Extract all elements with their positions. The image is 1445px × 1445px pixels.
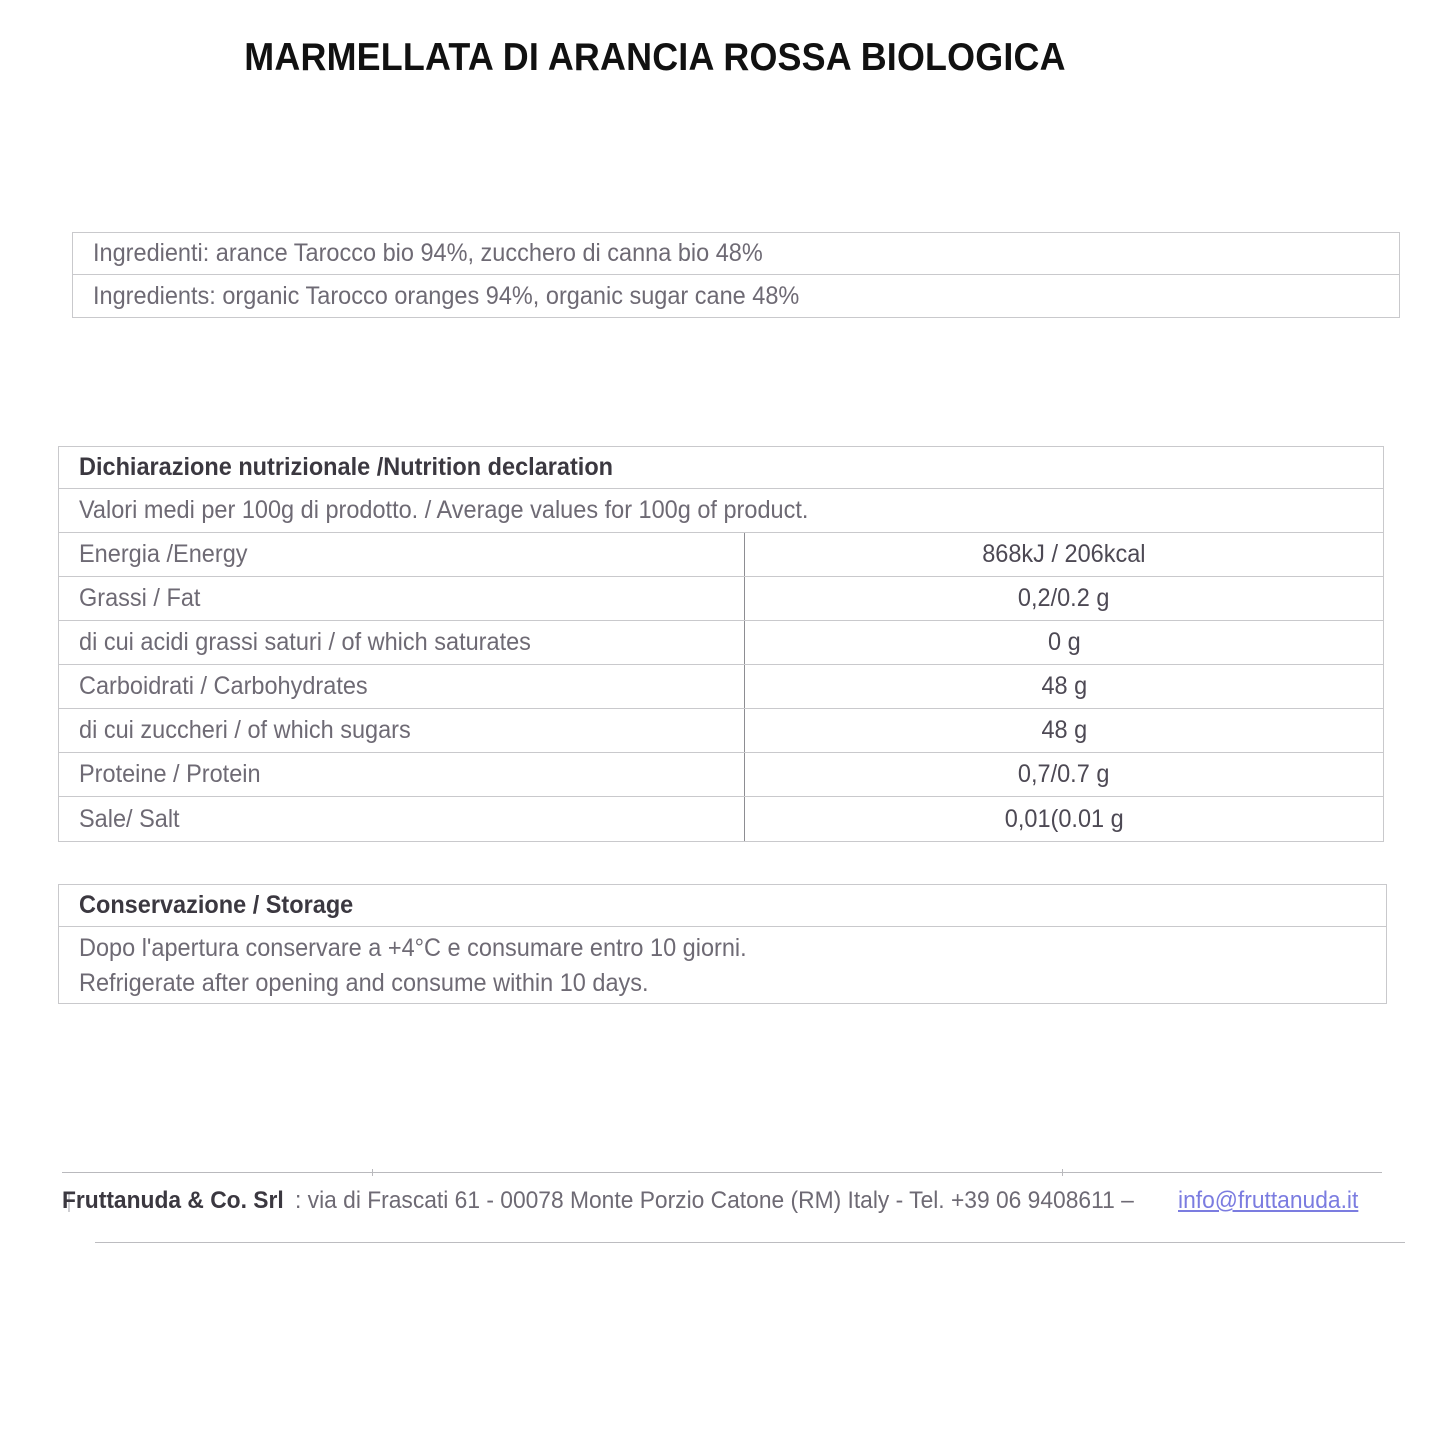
storage-panel [58, 884, 1387, 1004]
footer-rule-bottom [95, 1242, 1405, 1243]
nutrition-heading: Dichiarazione nutrizionale /Nutrition declaration [79, 453, 614, 481]
nutrition-value: 0,01(0.01 g [1004, 804, 1124, 833]
tab-stop-mark [1062, 1169, 1063, 1176]
table-row [59, 709, 1383, 753]
ingredients-text-italian: Ingredienti: arance Tarocco bio 94%, zucchero di canna bio 48% [93, 239, 763, 267]
table-row [59, 533, 1383, 577]
storage-body-row [59, 927, 1386, 1003]
table-row [59, 665, 1383, 709]
nutrition-label: di cui acidi grassi saturi / of which saturates [79, 628, 531, 656]
nutrition-value-cell [745, 665, 1383, 708]
nutrition-label: Energia /Energy [79, 540, 248, 568]
ingredients-panel [72, 232, 1400, 318]
ingredients-row-italian [73, 233, 1399, 275]
ingredients-text-english: Ingredients: organic Tarocco oranges 94%, organic sugar cane 48% [93, 281, 800, 310]
storage-heading: Conservazione / Storage [79, 891, 354, 919]
nutrition-value: 0,7/0.7 g [1018, 760, 1110, 788]
nutrition-label: Grassi / Fat [79, 584, 201, 612]
nutrition-value: 0 g [1047, 628, 1081, 656]
nutrition-value: 48 g [1041, 672, 1087, 700]
nutrition-value-cell [745, 753, 1383, 796]
nutrition-value-cell [745, 709, 1383, 752]
nutrition-label: di cui zuccheri / of which sugars [79, 716, 411, 744]
nutrition-label: Sale/ Salt [79, 804, 180, 833]
nutrition-value-cell [745, 621, 1383, 664]
nutrition-subheading-row [59, 489, 1383, 533]
ingredients-row-english [73, 275, 1399, 317]
nutrition-declaration-table [58, 446, 1384, 842]
storage-text-english: Refrigerate after opening and consume within 10 days. [79, 969, 649, 997]
tab-stop-mark [372, 1169, 373, 1176]
nutrition-value-cell [745, 533, 1383, 576]
nutrition-label-cell [59, 577, 745, 620]
nutrition-label-cell [59, 665, 745, 708]
nutrition-label-cell [59, 533, 745, 576]
nutrition-label-cell [59, 709, 745, 752]
nutrition-value-cell [745, 797, 1383, 841]
company-address: : via di Frascati 61 - 00078 Monte Porzio Catone (RM) Italy - Tel. +39 06 9408611 – [295, 1187, 1135, 1214]
nutrition-value-cell [745, 577, 1383, 620]
nutrition-label: Proteine / Protein [79, 760, 261, 788]
page-title: MARMELLATA DI ARANCIA ROSSA BIOLOGICA [244, 36, 1066, 79]
nutrition-label-cell [59, 797, 745, 841]
company-name: Fruttanuda & Co. Srl [62, 1187, 284, 1214]
nutrition-subheading: Valori medi per 100g di prodotto. / Average values for 100g of product. [79, 496, 809, 524]
nutrition-value: 868kJ / 206kcal [982, 540, 1146, 568]
storage-text-italian: Dopo l'apertura conservare a +4°C e consumare entro 10 giorni. [79, 934, 747, 962]
nutrition-label-cell [59, 621, 745, 664]
table-row [59, 621, 1383, 665]
footer-contact-line [62, 1187, 1368, 1215]
storage-heading-row [59, 885, 1386, 927]
nutrition-value: 0,2/0.2 g [1018, 584, 1110, 612]
nutrition-label: Carboidrati / Carbohydrates [79, 672, 368, 700]
footer-rule-top [62, 1172, 1382, 1173]
email-link[interactable]: info@fruttanuda.it [1178, 1187, 1359, 1214]
nutrition-value: 48 g [1041, 716, 1087, 744]
nutrition-label-cell [59, 753, 745, 796]
table-row [59, 753, 1383, 797]
table-row [59, 577, 1383, 621]
table-row [59, 797, 1383, 841]
nutrition-heading-row [59, 447, 1383, 489]
